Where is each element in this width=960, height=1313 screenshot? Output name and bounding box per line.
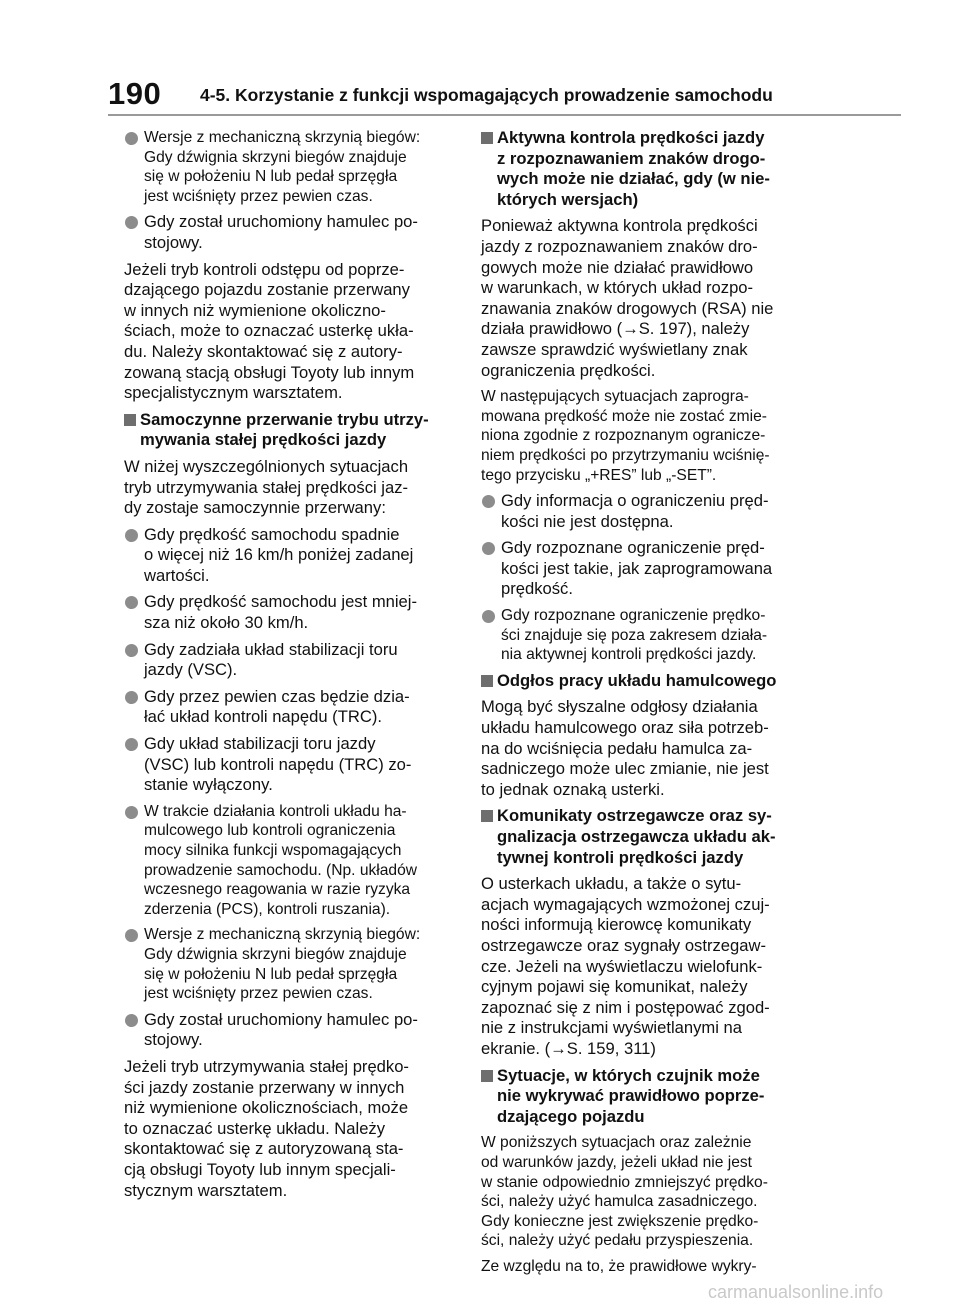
square-marker-icon: [481, 1070, 493, 1082]
bullet-item: [481, 491, 821, 532]
bullet-item: [124, 802, 460, 920]
circle-bullet-icon: [125, 929, 138, 942]
circle-bullet-icon: [125, 806, 138, 819]
text-line: Gdy został uruchomiony hamulec po-: [144, 212, 418, 232]
circle-bullet-icon: [125, 738, 138, 751]
square-marker-icon: [481, 675, 493, 687]
bullet-item: [124, 925, 460, 1003]
bullet-item: [124, 640, 460, 681]
paragraph: [481, 216, 821, 381]
text-line: O usterkach układu, a także o sytu-: [481, 874, 742, 894]
text-line: W niżej wyszczególnionych sytuacjach: [124, 456, 409, 476]
text-line: cyjnym pojawi się komunikat, należy: [481, 977, 748, 997]
text-line: Gdy rozpoznane ograniczenie pręd-: [501, 538, 765, 558]
text-line: Gdy informacja o ograniczeniu pręd-: [501, 491, 769, 511]
text-line: tego przycisku „+RES” lub „-SET”.: [481, 466, 717, 484]
text-line: mulcowego lub kontroli ograniczenia: [144, 822, 396, 840]
text-line: sadniczego może ulec zmianie, nie jest: [481, 759, 769, 779]
paragraph: [481, 387, 821, 485]
text-line: w innych niż wymienione okoliczno-: [124, 300, 386, 320]
text-line: Gdy układ stabilizacji toru jazdy: [144, 734, 376, 754]
text-line: Ze względu na to, że prawidłowe wykry-: [481, 1257, 757, 1275]
text-line: jest wciśnięty przez pewien czas.: [144, 985, 373, 1003]
square-marker-icon: [124, 414, 136, 426]
circle-bullet-icon: [125, 132, 138, 145]
text-line: nia aktywnej kontroli prędkości jazdy.: [501, 646, 757, 664]
bullet-item: [124, 525, 460, 587]
text-line: mowana prędkość może nie zostać zmie-: [481, 407, 768, 425]
text-line: jazdy (VSC).: [144, 660, 238, 680]
text-line: Gdy dźwignia skrzyni biegów znajduje: [144, 945, 407, 963]
circle-bullet-icon: [125, 691, 138, 704]
text-line: których wersjach): [497, 189, 639, 209]
text-line: Gdy dźwignia skrzyni biegów znajduje: [144, 148, 407, 166]
text-line: działa prawidłowo (→S. 197), należy: [481, 319, 750, 339]
text-line: cją obsługi Toyoty lub innym specjali-: [124, 1159, 396, 1179]
text-line: Samoczynne przerwanie trybu utrzy-: [140, 409, 429, 429]
text-line: Gdy prędkość samochodu jest mniej-: [144, 592, 417, 612]
bullet-item: [124, 128, 460, 206]
text-line: prędkość.: [501, 579, 573, 599]
text-line: stycznym warsztatem.: [124, 1180, 288, 1200]
text-line: Aktywna kontrola prędkości jazdy: [497, 128, 765, 147]
text-line: na do wciśnięcia pedału hamulca za-: [481, 738, 753, 758]
text-line: skontaktować się z autoryzowaną sta-: [124, 1139, 404, 1159]
bullet-item: [124, 1010, 460, 1051]
section-heading: [481, 806, 821, 868]
text-line: kości nie jest dostępna.: [501, 511, 674, 531]
text-line: z rozpoznawaniem znaków drogo-: [497, 148, 766, 168]
text-line: w warunkach, w których układ rozpo-: [481, 278, 754, 298]
paragraph: [481, 874, 821, 1059]
text-line: się w położeniu N lub pedał sprzęgła: [144, 168, 398, 186]
text-line: sza niż około 30 km/h.: [144, 613, 309, 633]
text-line: wych może nie działać, gdy (w nie-: [497, 169, 770, 189]
page-header: [108, 76, 898, 116]
text-line: Gdy konieczne jest zwiększenie prędko-: [481, 1212, 759, 1230]
bullet-item: [124, 687, 460, 728]
header-rule: [108, 114, 901, 116]
paragraph: [481, 697, 821, 800]
text-line: ograniczenia prędkości.: [481, 360, 656, 380]
text-line: niem prędkości po przytrzymaniu wciśnię-: [481, 446, 770, 464]
text-line: cze. Jeżeli na wyświetlaczu wielofunk-: [481, 956, 763, 976]
text-line: acjach wymagających wzmożonej czuj-: [481, 894, 770, 914]
text-line: nie wykrywać prawidłowo poprze-: [497, 1086, 765, 1106]
text-line: to jednak oznaką usterki.: [481, 779, 665, 799]
text-line: Gdy zadziała układ stabilizacji toru: [144, 639, 398, 659]
text-line: Mogą być słyszalne odgłosy działania: [481, 697, 758, 717]
text-line: W następujących sytuacjach zaprogra-: [481, 388, 749, 406]
text-line: zowaną stacją obsługi Toyoty lub innym: [124, 362, 415, 382]
text-line: kości jest takie, jak zaprogramowana: [501, 558, 773, 578]
text-line: niż wymienione okolicznościach, może: [124, 1098, 409, 1118]
text-line: wartości.: [144, 565, 210, 585]
text-line: dzającego pojazdu: [497, 1106, 645, 1126]
text-line: ściach, może to oznaczać usterkę ukła-: [124, 321, 414, 341]
text-line: się w położeniu N lub pedał sprzęgła: [144, 965, 398, 983]
circle-bullet-icon: [125, 644, 138, 657]
text-line: ostrzegawcze oraz sygnały ostrzegaw-: [481, 935, 766, 955]
text-line: ści znajduje się poza zakresem działa-: [501, 626, 768, 644]
text-line: ści, należy użyć pedału przyspieszenia.: [481, 1232, 754, 1250]
paragraph: [124, 1057, 460, 1201]
square-marker-icon: [481, 132, 493, 144]
section-heading: [481, 128, 821, 210]
circle-bullet-icon: [125, 596, 138, 609]
text-line: stojowy.: [144, 232, 203, 252]
text-line: jest wciśnięty przez pewien czas.: [144, 187, 373, 205]
text-line: tryb utrzymywania stałej prędkości jaz-: [124, 477, 409, 497]
text-line: Gdy przez pewien czas będzie dzia-: [144, 686, 410, 706]
text-line: ści, należy użyć hamulca zasadniczego.: [481, 1193, 758, 1211]
text-line: dy zostaje samoczynnie przerwany:: [124, 498, 386, 518]
text-line: zapoznać się z nim i postępować zgod-: [481, 997, 770, 1017]
text-line: w stanie odpowiednio zmniejszyć prędko-: [481, 1173, 768, 1191]
text-line: Sytuacje, w których czujnik może: [497, 1065, 760, 1085]
text-line: jazdy z rozpoznawaniem znaków dro-: [481, 236, 758, 256]
text-line: W trakcie działania kontroli układu ha-: [144, 802, 407, 820]
circle-bullet-icon: [482, 610, 495, 623]
text-line: Wersje z mechaniczną skrzynią biegów:: [144, 926, 421, 944]
circle-bullet-icon: [482, 495, 495, 508]
bullet-item: [481, 606, 821, 665]
text-line: Jeżeli tryb utrzymywania stałej prędko-: [124, 1056, 409, 1076]
text-line: ści jazdy zostanie przerwany w innych: [124, 1077, 405, 1097]
circle-bullet-icon: [482, 542, 495, 555]
text-line: mocy silnika funkcji wspomagających: [144, 842, 402, 859]
paragraph: [481, 1257, 821, 1277]
circle-bullet-icon: [125, 1014, 138, 1027]
text-line: Gdy prędkość samochodu spadnie: [144, 524, 400, 544]
text-line: znawania znaków drogowych (RSA) nie: [481, 298, 774, 318]
text-line: dzającego pojazdu zostanie przerwany: [124, 280, 410, 300]
text-line: Odgłos pracy układu hamulcowego: [497, 670, 777, 690]
text-line: mywania stałej prędkości jazdy: [140, 430, 387, 450]
text-line: stojowy.: [144, 1030, 203, 1050]
text-line: wczesnego reagowania w razie ryzyka: [144, 881, 411, 899]
text-line: układu hamulcowego oraz siła potrzeb-: [481, 718, 769, 738]
text-line: gowych może nie działać prawidłowo: [481, 257, 754, 277]
text-line: od warunków jazdy, jeżeli układ nie jest: [481, 1153, 753, 1171]
text-line: ekranie. (→S. 159, 311): [481, 1038, 656, 1058]
text-line: Gdy został uruchomiony hamulec po-: [144, 1009, 418, 1029]
circle-bullet-icon: [125, 216, 138, 229]
watermark: carmanualsonline.info: [708, 1282, 884, 1302]
page-number: 190: [108, 76, 162, 111]
text-line: Komunikaty ostrzegawcze oraz sy-: [497, 806, 772, 826]
text-line: Wersje z mechaniczną skrzynią biegów:: [144, 129, 421, 146]
text-line: zderzenia (PCS), kontroli ruszania).: [144, 900, 391, 918]
text-line: specjalistycznym warsztatem.: [124, 383, 343, 403]
text-line: stanie wyłączony.: [144, 775, 273, 795]
text-line: gnalizacja ostrzegawcza układu ak-: [497, 827, 776, 846]
text-line: (VSC) lub kontroli napędu (TRC) zo-: [144, 754, 412, 774]
bullet-item: [124, 212, 460, 253]
text-line: du. Należy skontaktować się z autory-: [124, 341, 403, 361]
paragraph: [124, 260, 460, 404]
text-line: Gdy rozpoznane ograniczenie prędko-: [501, 607, 766, 625]
text-line: Jeżeli tryb kontroli odstępu od poprze-: [124, 259, 405, 279]
text-line: niona zgodnie z rozpoznanym ogranicze-: [481, 427, 766, 445]
text-line: zawsze sprawdzić wyświetlany znak: [481, 339, 748, 359]
square-marker-icon: [481, 810, 493, 822]
paragraph: [124, 457, 460, 519]
bullet-item: [124, 734, 460, 796]
section-heading: [124, 410, 460, 451]
right-column: [481, 128, 821, 1282]
text-line: prowadzenie samochodu. (Np. układów: [144, 861, 418, 879]
section-heading: [481, 671, 821, 692]
text-line: to oznaczać usterkę układu. Należy: [124, 1118, 386, 1138]
bullet-item: [481, 538, 821, 600]
text-line: Ponieważ aktywna kontrola prędkości: [481, 216, 758, 236]
text-line: tywnej kontroli prędkości jazdy: [497, 847, 744, 867]
text-line: o więcej niż 16 km/h poniżej zadanej: [144, 545, 414, 565]
text-line: ności informują kierowcę komunikaty: [481, 915, 752, 935]
bullet-item: [124, 592, 460, 633]
text-line: łać układ kontroli napędu (TRC).: [144, 707, 382, 727]
circle-bullet-icon: [125, 529, 138, 542]
left-column: [124, 128, 460, 1207]
paragraph: [481, 1133, 821, 1251]
section-heading: [481, 1066, 821, 1128]
text-line: W poniższych sytuacjach oraz zależnie: [481, 1134, 752, 1152]
section-title: 4-5. Korzystanie z funkcji wspomagających prowadzenie samochodu: [200, 85, 773, 105]
text-line: nie z instrukcjami wyświetlanymi na: [481, 1018, 742, 1038]
